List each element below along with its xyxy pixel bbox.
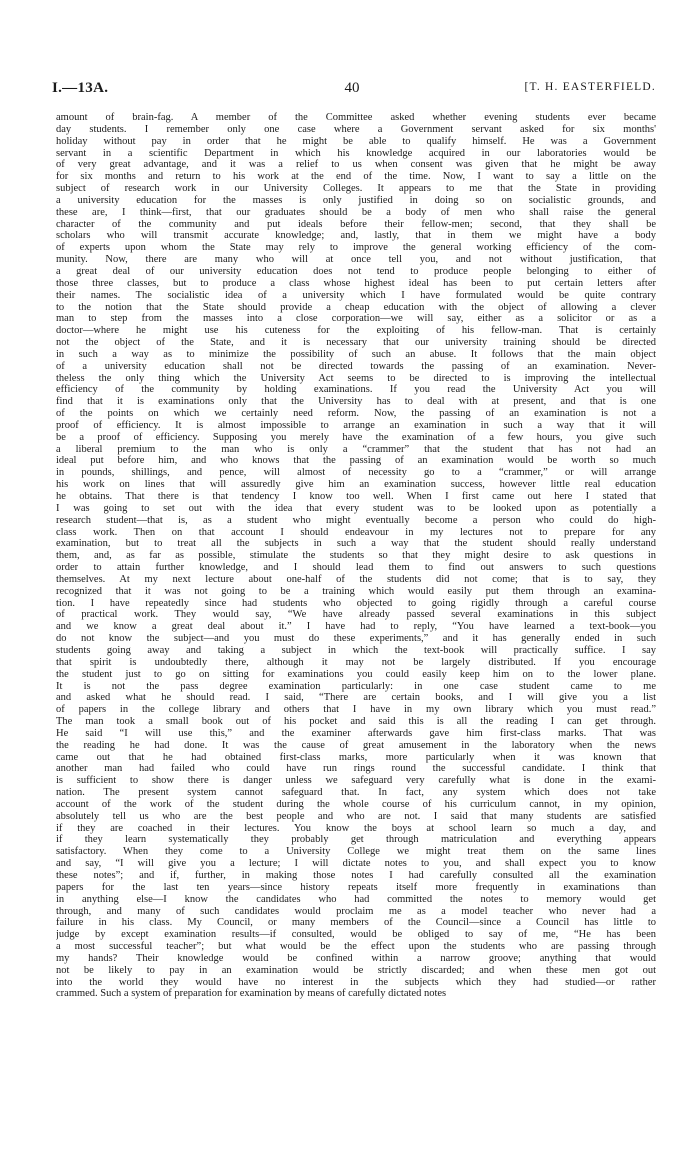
- text-line: themselves. At my next lecture about one-half of the students did not come; that is to say, they: [56, 573, 656, 585]
- text-line: be a proof of efficiency. Supposing you merely have the examination of a few hours, you give such: [56, 431, 656, 443]
- text-line: a great deal of our university education does not tend to produce people belonging to either of: [56, 265, 656, 277]
- text-line: find that it is examinations only that the University has to deal with at present, and that is one: [56, 396, 656, 408]
- text-line: research student—that is, as a student who might eventually become a person who could do high-: [56, 514, 656, 526]
- text-line: do not know the subject—and you must do these experiments,” and it has generally ended in such: [56, 633, 656, 645]
- text-line: tion. I have repeatedly since had students who objected to going rigidly through a careful course: [56, 597, 656, 609]
- text-line: that spirit is undoubtedly there, although it may not be largely distributed. If you encourage: [56, 656, 656, 668]
- text-line: judge by except examination results—if consulted, would be obliged to say of me, “He has been: [56, 929, 656, 941]
- text-line: not the object of the State, and it is necessary that our university training should be directed: [56, 337, 656, 349]
- text-line: is sufficient to show there is danger unless we safeguard very carefully what is done in the exami-: [56, 775, 656, 787]
- text-line: doctor—where he might use his cuteness for the exploiting of his fellow-man. That is certainly: [56, 325, 656, 337]
- text-line: of very great advantage, and it was a relief to us when consent was given that he might be away: [56, 159, 656, 171]
- text-line: another man had failed who could have run rings round the successful candidate. I think that: [56, 763, 656, 775]
- page-header: [52, 80, 656, 98]
- text-line: absolutely tell us who are the best people and who are not. I said that many students are satisfied: [56, 810, 656, 822]
- text-line: for six months and return to his work at the end of the time. Now, I want to say a little on the: [56, 171, 656, 183]
- text-line: his work on lines that will assuredly give him an examination success, however little real education: [56, 479, 656, 491]
- text-line: in pounds, shillings, and pence, will almost of necessity go to a “crammer,” or will arrange: [56, 467, 656, 479]
- document-reference: I.—13A.: [52, 80, 109, 96]
- text-line: these notes”; and if, further, in making those notes I had carefully consulted all the examination: [56, 870, 656, 881]
- text-line: those three classes, but to produce a class whose highest ideal has been to put certain letters after: [56, 277, 656, 289]
- text-line: in anything else—I know the candidates who had committed the notes to memory would get: [56, 893, 656, 905]
- text-line: man to step from the masses into a close corporation—we will say, either as a solicitor or as a: [56, 313, 656, 325]
- text-line: efficiency of the community by holding examinations. If you read the University Act you will: [56, 384, 656, 396]
- text-line: proof of efficiency. It is almost impossible to arrange an examination in such a way that it will: [56, 419, 656, 431]
- text-line: my hands? Their knowledge would be confined within a narrow groove; anything that would: [56, 952, 656, 964]
- text-line: He said “I will use this,” and the examiner afterwards gave him first-class marks. That was: [56, 727, 656, 739]
- text-line: scholars who will transmit accurate knowledge; and, lastly, that in them we might have a body: [56, 230, 656, 242]
- text-line: day students. I remember only one case where a Government servant asked for six months': [56, 123, 656, 135]
- text-line: of a university education shall not be directed towards the passing of an examination. Never-: [56, 360, 656, 372]
- text-line: a liberal premium to the man who is only a “crammer” that the student that has not had an: [56, 443, 656, 455]
- text-line: holiday without pay in order that he might be able to qualify himself. He was a Government: [56, 135, 656, 147]
- text-line: examination, but to treat all the subjects in such a way that the student should really understand: [56, 538, 656, 550]
- text-line: order to attain further knowledge, and I should lead them to find out answers to such questions: [56, 562, 656, 574]
- text-line: subject of research work in our University Colleges. It appears to me that the State in providing: [56, 183, 656, 195]
- text-line: servant in a scientific Department in which his knowledge acquired in our laboratories would be: [56, 147, 656, 159]
- text-line: and we know a great deal about it.” I have had to reply, “You have learned a text-book—you: [56, 621, 656, 633]
- text-line: into the world they would have no interest in the subjects which they had studied—or rather: [56, 976, 656, 988]
- text-line: amount of brain-fag. A member of the Committee asked whether evening students ever became: [56, 112, 656, 123]
- text-line: students going away and taking a subject in which the text-book will practically suffice. I say: [56, 644, 656, 656]
- text-line: class work. Then on that account I should endeavour in my lectures not to prepare for any: [56, 526, 656, 538]
- text-line: of experts upon whom the State may rely to improve the general working efficiency of the com-: [56, 242, 656, 254]
- text-line: I was going to set out with the idea that every student was to be looked upon as potentially a: [56, 502, 656, 514]
- text-line: them, and, as far as possible, stimulate the students so that they might desire to ask questions in: [56, 550, 656, 562]
- text-line: and asked what he should read. I said, “There are certain books, and I will give you a list: [56, 692, 656, 704]
- text-line: of papers in the college library and others that I have in my own library which you must read.”: [56, 704, 656, 716]
- text-line: the reading he had done. It was the cause of great amusement in the laboratory when the news: [56, 739, 656, 751]
- text-line: through, and many of such candidates would proclaim me as a model teacher who never had a: [56, 905, 656, 917]
- text-line: a most successful teacher”; but what would be the effect upon the students who are passing through: [56, 941, 656, 953]
- text-line: if they are coached in their lectures. You know the boys at school learn so much a day, and: [56, 822, 656, 834]
- text-line: their names. The socialistic idea of a university which I have formulated would be quite contrary: [56, 289, 656, 301]
- page-number: 40: [344, 80, 360, 96]
- text-line: character of the community and put ideals before their fellow-men; second, that they shall be: [56, 218, 656, 230]
- text-line: theless the only thing which the University Act seems to be directed to is improving the intellectual: [56, 372, 656, 384]
- text-line: It is not the pass degree examination particularly: in one case student came to me: [56, 680, 656, 692]
- text-line: of practical work. They would say, “We have already passed several examinations in this subject: [56, 609, 656, 621]
- text-line: failure in his class. My Council, or many members of the Council—since a Council has little to: [56, 917, 656, 929]
- text-line: the student just to go on sitting for examinations you could easily keep him on to the lower plane.: [56, 668, 656, 680]
- text-line: The man took a small book out of his pocket and said this is all the reading I can get through.: [56, 716, 656, 728]
- text-line: in such a way as to minimize the possibility of such an abuse. It follows that the main object: [56, 348, 656, 360]
- speaker-name: [T. H. EASTERFIELD.: [524, 81, 656, 93]
- text-line: nation. The present system cannot safeguard that. In fact, any system which does not take: [56, 787, 656, 799]
- body-text: [56, 112, 656, 1000]
- text-line: satisfactory. When they come to a University College we might treat them on the same lines: [56, 846, 656, 858]
- text-line: recognized that it was not going to be a training which would easily put them through an examina-: [56, 585, 656, 597]
- text-line: a university education for the masses is only justified in doing so on socialistic grounds, and: [56, 194, 656, 206]
- text-line: of the points on which we certainly need reform. Now, the passing of an examination is not a: [56, 408, 656, 420]
- text-line: came out that he had obtained first-class marks, more particularly when it was known that: [56, 751, 656, 763]
- text-line: if they learn systematically they probably get through matriculation and everything appears: [56, 834, 656, 846]
- text-line: he obtains. That there is that tendency I know too well. When I first came out here I stated that: [56, 491, 656, 502]
- text-line: these are, I think—first, that our graduates should be a body of men who shall raise the general: [56, 206, 656, 218]
- text-line: not be likely to pay in an examination would be strictly discarded; and when these men got out: [56, 964, 656, 976]
- text-line: crammed. Such a system of preparation for examination by means of carefully dictated notes: [56, 988, 447, 1000]
- text-line: account of the work of the student during the whole course of his curriculum cannot, in my opinion,: [56, 798, 656, 810]
- text-line: papers for the last ten years—since history repeats itself more frequently in examinations than: [56, 881, 656, 893]
- text-line: to the notion that the State should provide a cheap education with the object of allowing a clever: [56, 301, 656, 313]
- text-line: ideal put before him, and who knows that the passing of an examination would be worth so much: [56, 455, 656, 467]
- text-line: and say, “I will give you a lecture; I will dictate notes to you, and shall expect you to know: [56, 858, 656, 870]
- text-line: munity. Now, there are many who will at once tell you, and not without justification, that: [56, 254, 656, 266]
